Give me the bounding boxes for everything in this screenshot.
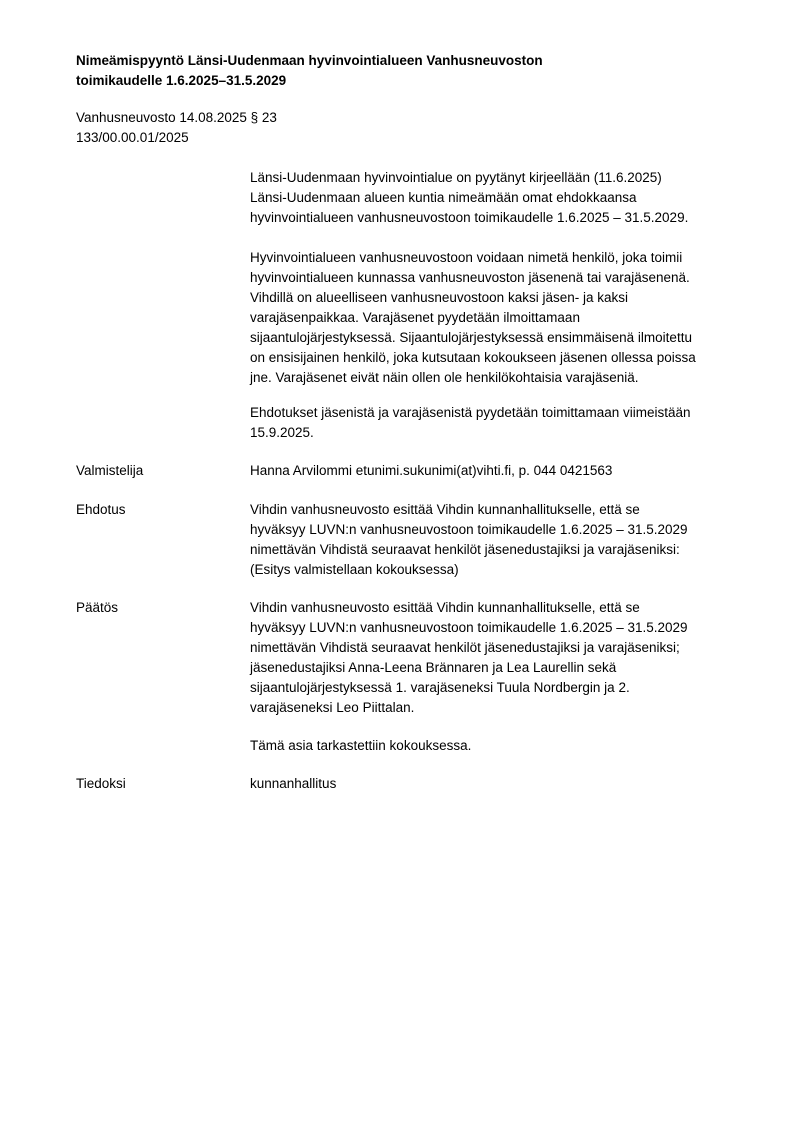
valmistelija-label: Valmistelija [76,463,144,478]
text-line: hyvinvointialueen vanhusneuvostoon toimikaudelle 1.6.2025 – 31.5.2029. [250,210,689,225]
recipient: kunnanhallitus [250,776,337,791]
intro-paragraph-3 [250,403,736,443]
paatos-text [250,598,736,718]
text-line: jäsenedustajiksi Anna-Leena Brännaren ja Lea Laurellin sekä [250,660,617,675]
text-line: varajäseneksi Leo Piittalan. [250,700,415,715]
text-line: Ehdotukset jäsenistä ja varajäsenistä pyydetään toimittamaan viimeistään [250,405,691,420]
text-line: varajäsenpaikkaa. Varajäsenet pyydetään ilmoittamaan [250,310,580,325]
title-line-2: toimikaudelle 1.6.2025–31.5.2029 [76,73,287,88]
text-line: Vihdin vanhusneuvosto esittää Vihdin kunnanhallitukselle, että se [250,502,640,517]
text-line: Vihdin vanhusneuvosto esittää Vihdin kunnanhallitukselle, että se [250,600,640,615]
text-line: Vihdillä on alueelliseen vanhusneuvostoon kaksi jäsen- ja kaksi [250,290,628,305]
text-line: sijaantulojärjestyksessä 1. varajäseneksi Tuula Nordbergin ja 2. [250,680,630,695]
meeting-meta [76,108,277,148]
valmistelija-text [250,461,736,481]
ehdotus-label: Ehdotus [76,502,126,517]
preparer-contact: Hanna Arvilommi etunimi.sukunimi(at)vihti.fi, p. 044 0421563 [250,463,613,478]
text-line: Länsi-Uudenmaan alueen kuntia nimeämään omat ehdokkaansa [250,190,637,205]
meeting-reference: Vanhusneuvosto 14.08.2025 § 23 [76,110,277,125]
document-title [76,51,716,91]
ehdotus-text [250,500,736,580]
text-line: hyväksyy LUVN:n vanhusneuvostoon toimikaudelle 1.6.2025 – 31.5.2029 [250,620,688,635]
text-line: nimettävän Vihdistä seuraavat henkilöt jäsenedustajiksi ja varajäseniksi; [250,640,680,655]
text-line: Hyvinvointialueen vanhusneuvostoon voidaan nimetä henkilö, joka toimii [250,250,683,265]
text-line: Länsi-Uudenmaan hyvinvointialue on pyytänyt kirjeellään (11.6.2025) [250,170,662,185]
text-line: on ensisijainen henkilö, joka kutsutaan kokoukseen jäsenen ollessa poissa [250,350,696,365]
text-line: Tämä asia tarkastettiin kokouksessa. [250,738,472,753]
intro-paragraph-2 [250,248,736,388]
text-line: (Esitys valmistellaan kokouksessa) [250,562,459,577]
tiedoksi-text [250,774,736,794]
title-line-1: Nimeämispyyntö Länsi-Uudenmaan hyvinvointialueen Vanhusneuvoston [76,53,543,68]
text-line: hyväksyy LUVN:n vanhusneuvostoon toimikaudelle 1.6.2025 – 31.5.2029 [250,522,688,537]
paatos-note [250,736,736,756]
tiedoksi-label: Tiedoksi [76,776,126,791]
intro-paragraph-1 [250,168,736,228]
record-number: 133/00.00.01/2025 [76,130,189,145]
text-line: nimettävän Vihdistä seuraavat henkilöt jäsenedustajiksi ja varajäseniksi: [250,542,680,557]
text-line: 15.9.2025. [250,425,314,440]
text-line: sijaantulojärjestyksessä. Sijaantulojärjestyksessä ensimmäisenä ilmoitettu [250,330,692,345]
text-line: jne. Varajäsenet eivät näin ollen ole henkilökohtaisia varajäseniä. [250,370,639,385]
paatos-label: Päätös [76,600,119,615]
text-line: hyvinvointialueen kunnassa vanhusneuvoston jäsenenä tai varajäsenenä. [250,270,690,285]
